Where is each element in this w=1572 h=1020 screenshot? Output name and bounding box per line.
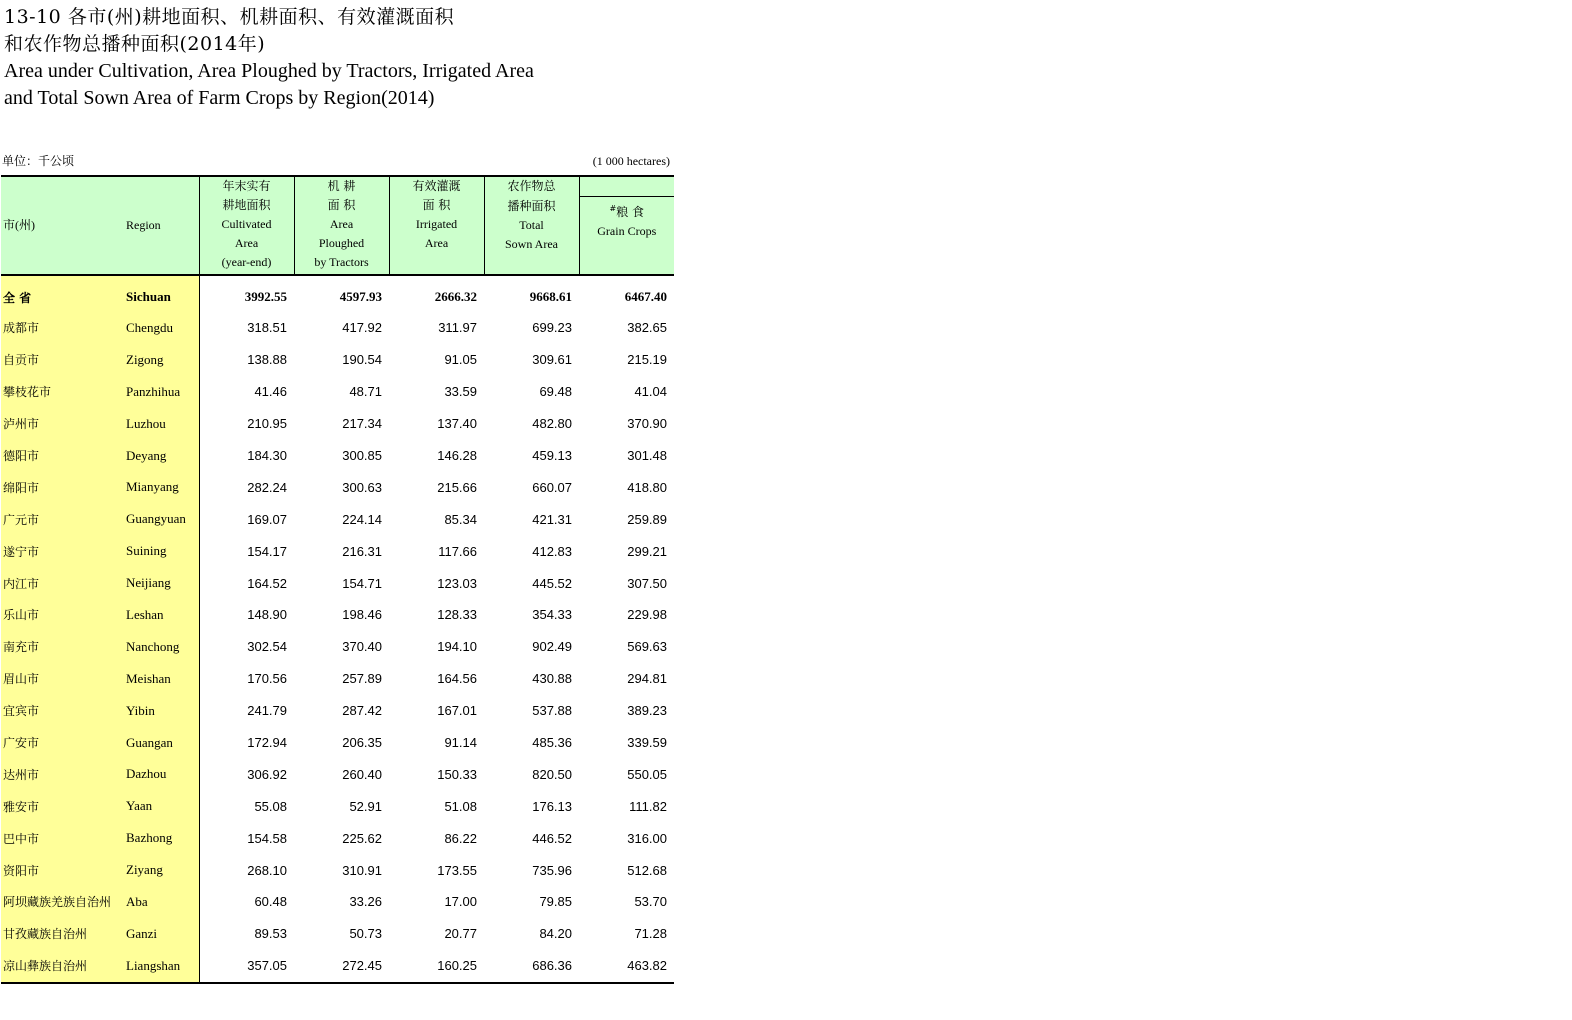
header-grain-cn: 粮 食 — [616, 205, 645, 219]
tractors-cell: 52.91 — [349, 798, 382, 814]
table-row — [1, 790, 674, 822]
cultivated-cell: 3992.55 — [199, 275, 294, 312]
irrigated-cell: 17.00 — [444, 894, 477, 910]
tractors-cell: 50.73 — [349, 926, 382, 942]
tractors-cell: 287.42 — [342, 703, 382, 719]
header-region-cn: 市(州) — [1, 176, 124, 275]
irrigated-cell: 128.33 — [437, 607, 477, 623]
table-row — [1, 918, 674, 950]
tractors-cell: 198.46 — [342, 607, 382, 623]
grain-cell: 370.90 — [627, 416, 667, 432]
region-en-cell: Bazhong — [124, 822, 199, 854]
region-en-cell: Zigong — [124, 344, 199, 376]
sown-cell: 686.36 — [484, 950, 579, 983]
cultivated-cell: 60.48 — [199, 886, 294, 918]
region-cn-cell: 德阳市 — [1, 440, 124, 472]
sown-cell: 699.23 — [532, 320, 572, 336]
cultivated-cell: 154.58 — [199, 822, 294, 854]
table-row — [1, 344, 674, 376]
region-cn-cell: 泸州市 — [1, 408, 124, 440]
grain-cell: 229.98 — [627, 607, 667, 623]
sown-cell: 459.13 — [532, 448, 572, 463]
region-cn-cell: 雅安市 — [1, 790, 124, 822]
table-row — [1, 599, 674, 631]
grain-cell: 71.28 — [634, 926, 667, 942]
tractors-cell: 48.71 — [349, 384, 382, 400]
cultivated-cell: 89.53 — [199, 918, 294, 950]
sown-cell: 412.83 — [532, 543, 572, 559]
table-row — [1, 503, 674, 535]
region-en-cell: Meishan — [124, 663, 199, 695]
tractors-cell: 300.85 — [342, 448, 382, 463]
grain-cell: 550.05 — [627, 766, 667, 782]
cultivated-cell: 172.94 — [199, 727, 294, 759]
header-grain — [579, 197, 674, 276]
grain-cell: 389.23 — [627, 703, 667, 719]
title-en-line2: and Total Sown Area of Farm Crops by Region(2014) — [4, 87, 435, 109]
header-grain-top — [579, 176, 674, 197]
grain-cell: 301.48 — [627, 448, 667, 463]
grain-cell: 512.68 — [627, 862, 667, 878]
irrigated-cell: 86.22 — [444, 830, 477, 846]
sown-cell: 446.52 — [532, 830, 572, 846]
grain-cell: 316.00 — [627, 830, 667, 846]
grain-cell: 382.65 — [627, 320, 667, 336]
region-en-cell: Yaan — [124, 790, 199, 822]
tractors-cell: 216.31 — [342, 543, 382, 559]
irrigated-cell: 167.01 — [437, 703, 477, 719]
region-en-cell: Sichuan — [124, 275, 199, 312]
title-cn-line1: 13-10 各市(州)耕地面积、机耕面积、有效灌溉面积 — [4, 6, 455, 28]
irrigated-cell: 311.97 — [438, 320, 477, 336]
region-cn-cell: 绵阳市 — [1, 471, 124, 503]
region-cn-cell: 眉山市 — [1, 663, 124, 695]
region-en-cell: Dazhou — [124, 758, 199, 790]
sown-cell: 421.31 — [532, 511, 572, 527]
tractors-cell: 300.63 — [342, 479, 382, 495]
sown-cell: 69.48 — [539, 384, 572, 400]
grain-cell: 53.70 — [634, 894, 667, 910]
region-cn-cell: 遂宁市 — [1, 535, 124, 567]
sown-cell: 430.88 — [532, 671, 572, 687]
tractors-cell: 4597.93 — [339, 289, 382, 304]
title-en-line1: Area under Cultivation, Area Ploughed by Tractors, Irrigated Area — [4, 60, 534, 82]
unit-cn: 单位：千公顷 — [2, 154, 75, 168]
header-irrigated: 有效灌溉 面 积 Irrigated Area — [389, 176, 484, 275]
region-en-cell: Nanchong — [124, 631, 199, 663]
tractors-cell: 310.91 — [342, 862, 382, 878]
cultivated-cell: 170.56 — [199, 663, 294, 695]
header-region-en: Region — [124, 176, 199, 275]
grain-cell: 215.19 — [627, 352, 667, 368]
cultivated-cell: 241.79 — [199, 695, 294, 727]
sown-cell: 445.52 — [532, 575, 572, 591]
tractors-cell: 257.89 — [342, 671, 382, 687]
region-cn-cell: 成都市 — [1, 312, 124, 344]
table-row — [1, 758, 674, 790]
region-en-cell: Leshan — [124, 599, 199, 631]
cultivated-cell: 302.54 — [199, 631, 294, 663]
region-en-cell: Guangan — [124, 727, 199, 759]
cultivated-cell: 41.46 — [199, 376, 294, 408]
grain-cell: 569.63 — [627, 639, 667, 655]
region-cn-cell: 攀枝花市 — [1, 376, 124, 408]
irrigated-cell: 164.56 — [437, 671, 477, 687]
table-row — [1, 854, 674, 886]
region-cn-cell: 全 省 — [1, 275, 124, 312]
tractors-cell: 206.35 — [342, 735, 382, 751]
sown-cell: 537.88 — [532, 703, 572, 719]
irrigated-cell: 150.33 — [437, 766, 477, 782]
sown-cell: 735.96 — [532, 862, 572, 878]
table-row — [1, 631, 674, 663]
region-cn-cell: 宜宾市 — [1, 695, 124, 727]
cultivated-cell: 210.95 — [199, 408, 294, 440]
irrigated-cell: 33.59 — [444, 384, 477, 400]
table-row — [1, 471, 674, 503]
cultivated-cell: 306.92 — [199, 758, 294, 790]
tractors-cell: 217.34 — [342, 416, 382, 432]
region-en-cell: Suining — [124, 535, 199, 567]
cultivated-cell: 184.30 — [199, 440, 294, 472]
cultivated-cell: 169.07 — [199, 503, 294, 535]
sown-cell: 482.80 — [532, 416, 572, 432]
sown-cell: 902.49 — [532, 639, 572, 655]
region-cn-cell: 巴中市 — [1, 822, 124, 854]
cultivated-cell: 357.05 — [199, 950, 294, 983]
tractors-cell: 417.92 — [342, 320, 382, 336]
region-cn-cell: 自贡市 — [1, 344, 124, 376]
cultivated-cell: 268.10 — [199, 854, 294, 886]
irrigated-cell: 51.08 — [444, 798, 477, 814]
sown-cell: 485.36 — [532, 735, 572, 751]
header-sown-top: 农作物总 — [484, 176, 579, 197]
region-en-cell: Guangyuan — [124, 503, 199, 535]
header-cultivated: 年末实有 耕地面积 Cultivated Area (year-end) — [199, 176, 294, 275]
tractors-cell: 272.45 — [294, 950, 389, 983]
sown-cell: 309.61 — [532, 352, 572, 368]
table-body — [1, 275, 674, 983]
grain-cell: 463.82 — [579, 950, 674, 983]
unit-en: (1 000 hectares) — [592, 154, 670, 168]
table-row — [1, 312, 674, 344]
region-cn-cell: 凉山彝族自治州 — [1, 950, 124, 983]
cultivated-cell: 164.52 — [199, 567, 294, 599]
table-row — [1, 567, 674, 599]
title-cn-line2: 和农作物总播种面积(2014年) — [4, 33, 266, 55]
table-row — [1, 408, 674, 440]
irrigated-cell: 123.03 — [437, 575, 477, 591]
tractors-cell: 224.14 — [342, 511, 382, 527]
tractors-cell: 190.54 — [342, 352, 382, 368]
cultivated-cell: 148.90 — [199, 599, 294, 631]
cultivated-cell: 318.51 — [199, 312, 294, 344]
table-row — [1, 695, 674, 727]
tractors-cell: 260.40 — [342, 766, 382, 782]
sown-cell: 820.50 — [532, 766, 572, 782]
region-en-cell: Ziyang — [124, 854, 199, 886]
title-block — [4, 4, 534, 112]
irrigated-cell: 91.05 — [444, 352, 477, 368]
table-row — [1, 376, 674, 408]
region-en-cell: Yibin — [124, 695, 199, 727]
unit-row — [2, 152, 670, 170]
header-grain-en: Grain Crops — [597, 224, 657, 238]
irrigated-cell: 146.28 — [437, 448, 477, 463]
table-row-total — [1, 275, 674, 312]
cultivated-cell: 138.88 — [199, 344, 294, 376]
header-sown: 播种面积 Total Sown Area — [484, 197, 579, 276]
tractors-cell: 225.62 — [342, 830, 382, 846]
region-cn-cell: 资阳市 — [1, 854, 124, 886]
irrigated-cell: 20.77 — [444, 926, 477, 942]
irrigated-cell: 194.10 — [437, 639, 477, 655]
table-row — [1, 886, 674, 918]
region-cn-cell: 阿坝藏族羌族自治州 — [1, 886, 124, 918]
data-table — [1, 175, 674, 984]
irrigated-cell: 215.66 — [437, 479, 477, 495]
region-en-cell: Chengdu — [124, 312, 199, 344]
tractors-cell: 154.71 — [342, 575, 382, 591]
cultivated-cell: 282.24 — [199, 471, 294, 503]
cultivated-cell: 55.08 — [199, 790, 294, 822]
region-cn-cell: 甘孜藏族自治州 — [1, 918, 124, 950]
sown-cell: 354.33 — [532, 607, 572, 623]
table-row — [1, 535, 674, 567]
irrigated-cell: 173.55 — [437, 862, 477, 878]
cultivated-cell: 154.17 — [199, 535, 294, 567]
region-en-cell: Neijiang — [124, 567, 199, 599]
irrigated-cell: 160.25 — [389, 950, 484, 983]
grain-cell: 6467.40 — [624, 289, 667, 304]
region-cn-cell: 广安市 — [1, 727, 124, 759]
region-en-cell: Liangshan — [124, 950, 199, 983]
region-cn-cell: 南充市 — [1, 631, 124, 663]
grain-footnote-mark: # — [609, 204, 617, 213]
grain-cell: 294.81 — [627, 671, 667, 687]
tractors-cell: 33.26 — [349, 894, 382, 910]
region-cn-cell: 达州市 — [1, 758, 124, 790]
table-row — [1, 950, 674, 983]
region-cn-cell: 乐山市 — [1, 599, 124, 631]
region-en-cell: Deyang — [124, 440, 199, 472]
sown-cell: 84.20 — [539, 926, 572, 942]
sown-cell: 660.07 — [532, 479, 572, 495]
irrigated-cell: 2666.32 — [434, 289, 477, 304]
grain-cell: 307.50 — [627, 575, 667, 591]
region-en-cell: Luzhou — [124, 408, 199, 440]
region-en-cell: Ganzi — [124, 918, 199, 950]
table-row — [1, 727, 674, 759]
sown-cell: 176.13 — [532, 798, 572, 814]
grain-cell: 41.04 — [634, 384, 667, 400]
sown-cell: 9668.61 — [529, 289, 572, 304]
grain-cell: 111.82 — [629, 798, 667, 814]
grain-cell: 418.80 — [627, 479, 667, 495]
table-row — [1, 663, 674, 695]
header-tractors: 机 耕 面 积 Area Ploughed by Tractors — [294, 176, 389, 275]
irrigated-cell: 91.14 — [444, 735, 477, 751]
irrigated-cell: 137.40 — [437, 416, 477, 432]
grain-cell: 339.59 — [627, 735, 667, 751]
tractors-cell: 370.40 — [342, 639, 382, 655]
grain-cell: 299.21 — [627, 543, 667, 559]
table-header — [1, 176, 674, 275]
grain-cell: 259.89 — [627, 511, 667, 527]
table-row — [1, 822, 674, 854]
irrigated-cell: 117.66 — [438, 543, 477, 559]
sown-cell: 79.85 — [539, 894, 572, 910]
table-row — [1, 440, 674, 472]
region-cn-cell: 广元市 — [1, 503, 124, 535]
region-en-cell: Panzhihua — [124, 376, 199, 408]
irrigated-cell: 85.34 — [444, 511, 477, 527]
region-cn-cell: 内江市 — [1, 567, 124, 599]
region-en-cell: Aba — [124, 886, 199, 918]
region-en-cell: Mianyang — [124, 471, 199, 503]
